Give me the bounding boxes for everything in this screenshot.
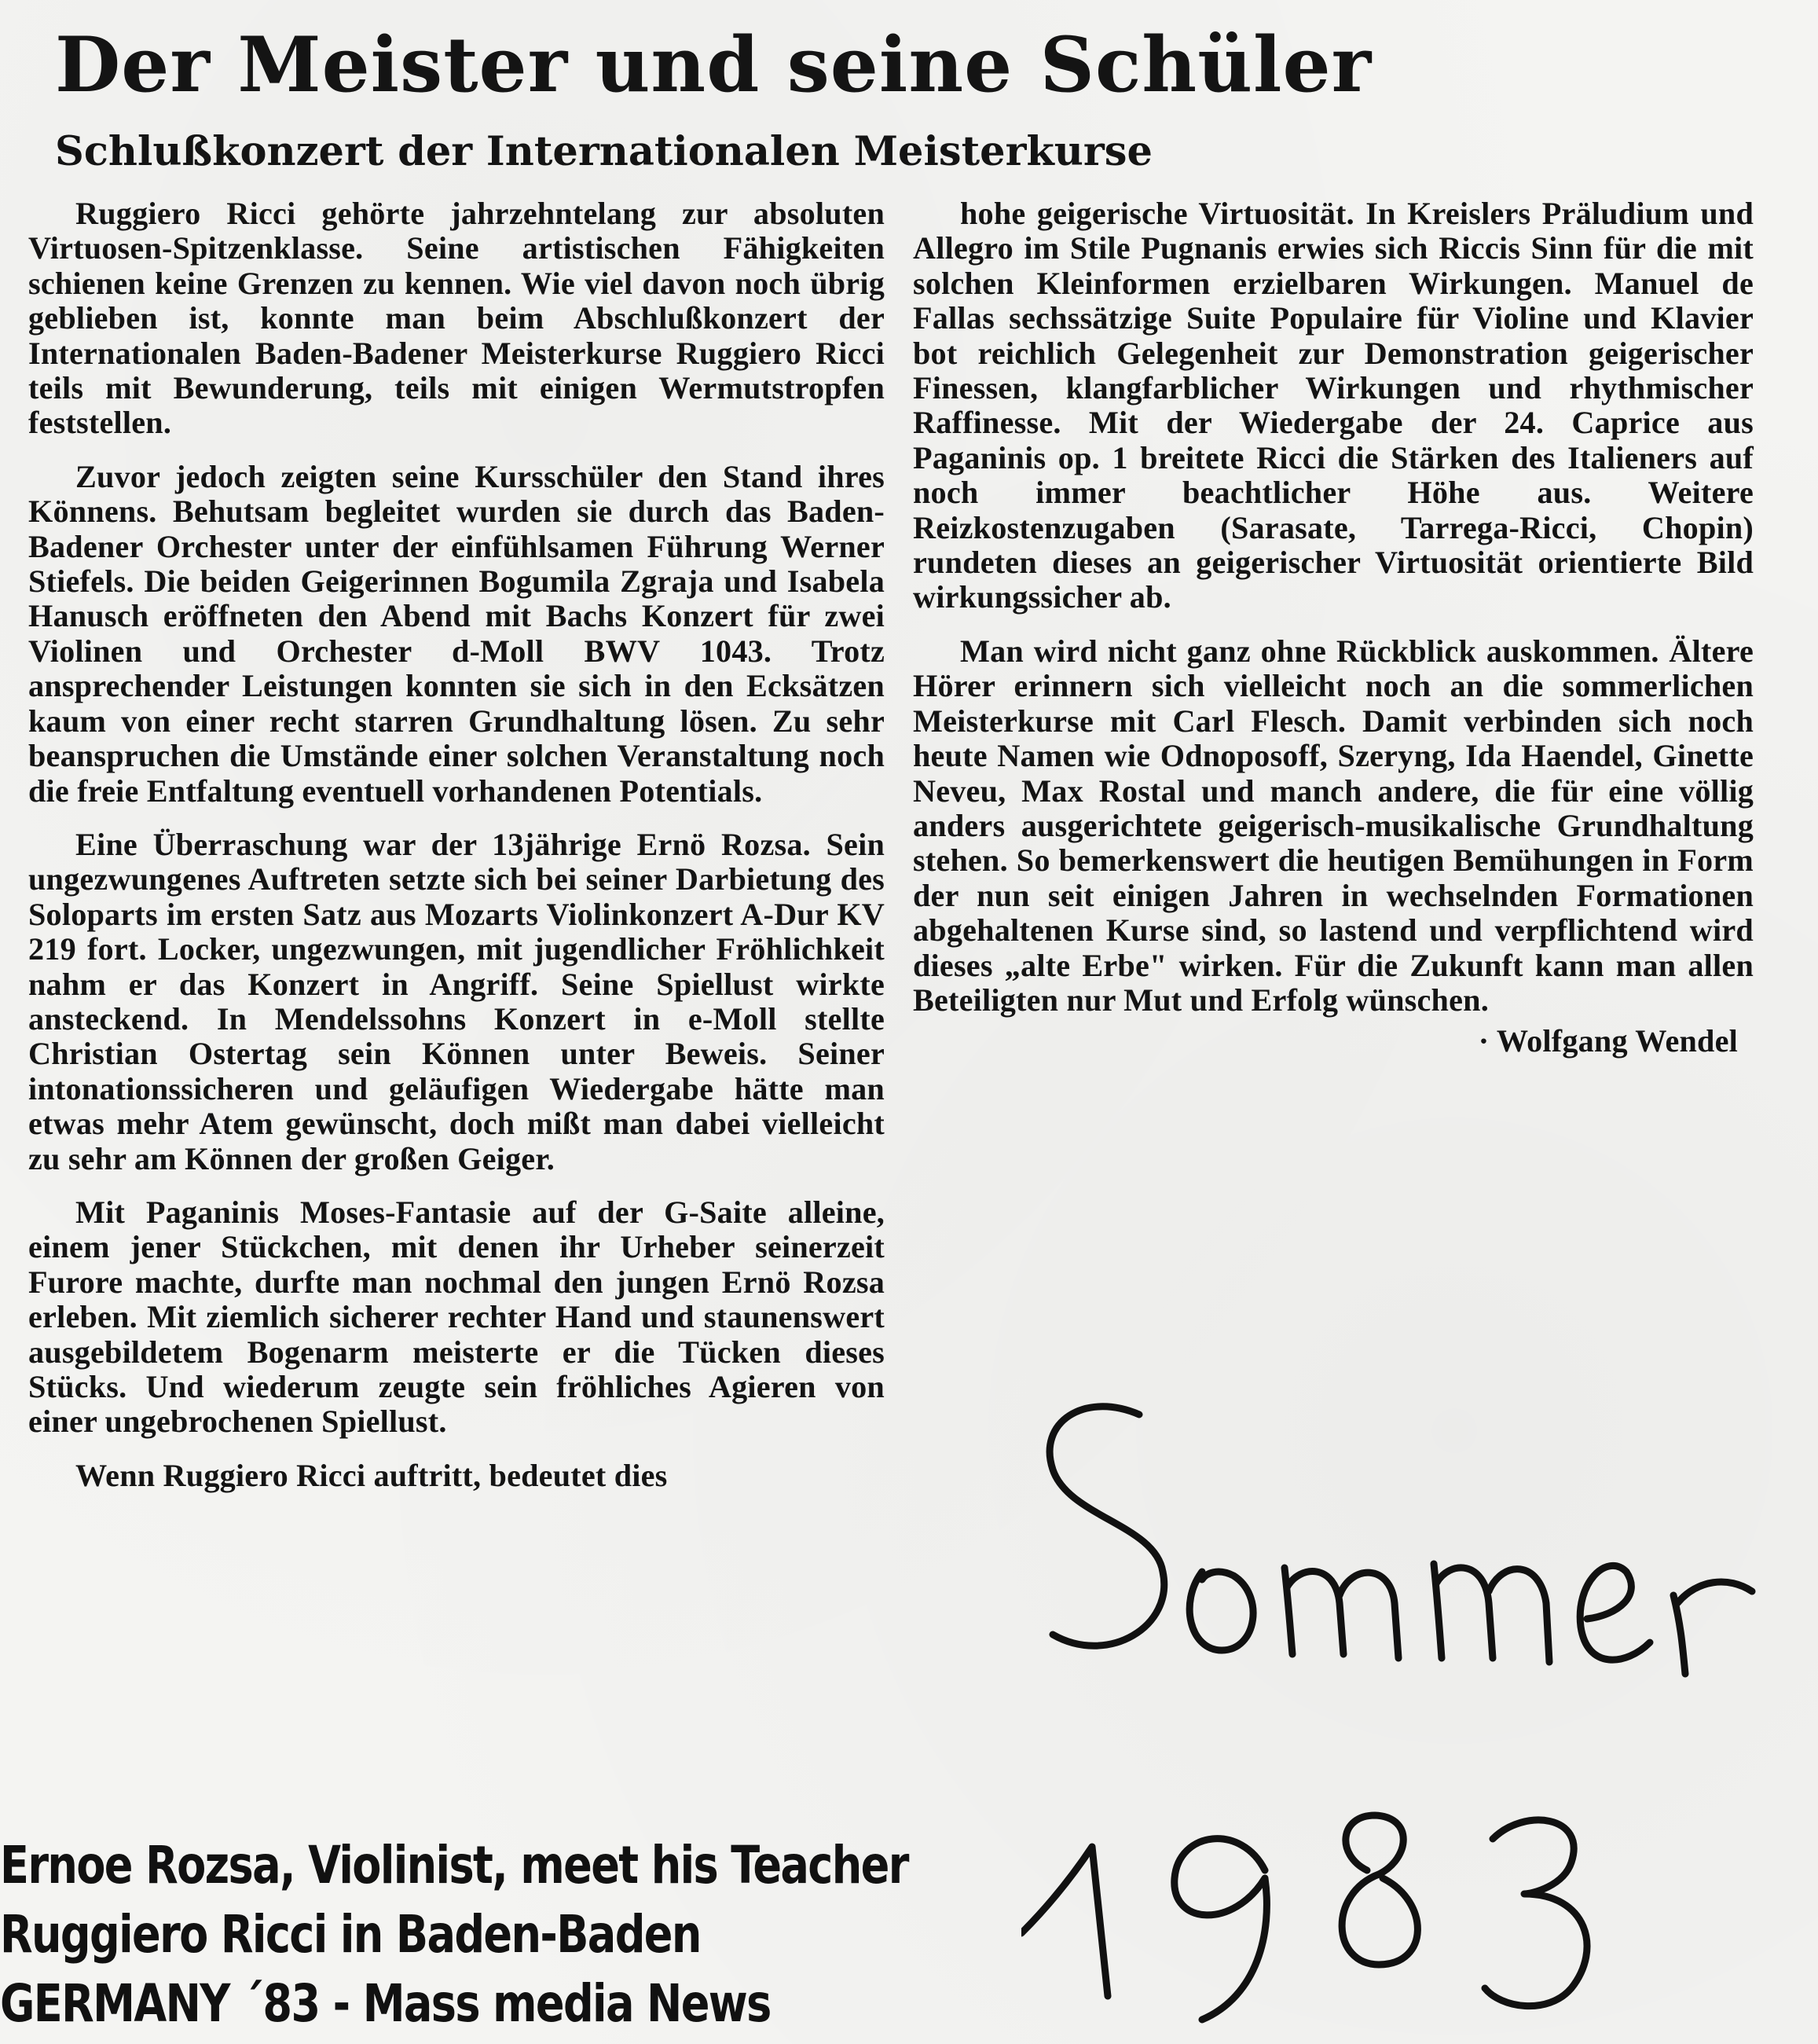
- paragraph: Ruggiero Ricci gehörte jahrzehntelang zur absoluten Virtuosen-Spitzenklasse. Seine artistischen Fähigkeiten schienen keine Grenzen zu kennen. Wie viel davon noch übrig geblieben ist, konnte man beim Abschlußkonzert der Internationalen Baden-Badener Meisterkurse Ruggiero Ricci teils mit Bewunderung, teils mit einigen Wermutstropfen feststellen.: [28, 196, 885, 441]
- headline: Der Meister und seine Schüler: [55, 20, 1373, 109]
- paragraph: hohe geigerische Virtuosität. In Kreislers Präludium und Allegro im Stile Pugnanis erwies sich Riccis Sinn für die mit solchen Kleinformen erzielbaren Wirkungen. Manuel de Fallas sechssätzige Suite Populaire für Violine und Klavier bot reichlich Gelegenheit zur Demonstration geigerischer Finessen, klangfarblicher Wirkungen und rhythmischer Raffinesse. Mit der Wiedergabe der 24. Caprice aus Paganinis op. 1 breitete Ricci die Stärken des Italieners auf noch immer beachtlicher Höhe aus. Weitere Reizkostenzugaben (Sarasate, Tarrega-Ricci, Chopin) rundeten dieses an geigerischer Virtuosität orientierte Bild wirkungssicher ab.: [913, 196, 1754, 615]
- caption-line-3: GERMANY ´83 - Mass media News: [0, 1973, 771, 2034]
- handwritten-note: [1021, 1367, 1807, 2043]
- handwritten-word-sommer: [1050, 1407, 1752, 1674]
- paragraph: Wenn Ruggiero Ricci auftritt, bedeutet dies: [75, 1457, 668, 1493]
- paragraph: Man wird nicht ganz ohne Rückblick auskommen. Ältere Hörer erinnern sich vielleicht noch an die sommerlichen Meisterkurse mit Carl Flesch. Damit verbinden sich noch heute Namen wie Odnoposoff, Szeryng, Ida Haendel, Ginette Neveu, Max Rostal und manch andere, die für eine völlig anders ausgerichtete geigerisch-musikalische Grundhaltung stehen. So bemerkenswert die heutigen Bemühungen in Form der nun seit einigen Jahren in wechselnden Formationen abgehaltenen Kurse sind, so lastend und verpflichtend wird dieses „alte Erbe" wirken. Für die Zukunft kann man allen Beteiligten nur Mut und Erfolg wünschen.: [913, 633, 1754, 1018]
- subheadline: Schlußkonzert der Internationalen Meisterkurse: [55, 128, 1153, 175]
- byline-author: Wolfgang Wendel: [1496, 1023, 1738, 1059]
- handwritten-year-1983: [1021, 1815, 1587, 2020]
- caption-line-2: Ruggiero Ricci in Baden-Baden: [0, 1904, 701, 1965]
- paragraph: Mit Paganinis Moses-Fantasie auf der G-Saite alleine, einem jener Stückchen, mit denen ihr Urheber seinerzeit Furore machte, durfte man nochmal den jungen Ernö Rozsa erleben. Mit ziemlich sicherer rechter Hand und staunenswert ausgebildetem Bogenarm meisterte er die Tücken dieses Stücks. Und wiederum zeugte sein fröhliches Agieren von einer ungebrochenen Spiellust.: [28, 1194, 885, 1440]
- paragraph: Eine Überraschung war der 13jährige Ernö Rozsa. Sein ungezwungenes Auftreten setzte sich bei seiner Darbietung des Soloparts im ersten Satz aus Mozarts Violinkonzert A-Dur KV 219 fort. Locker, ungezwungen, mit jugendlicher Fröhlichkeit nahm er das Konzert in Angriff. Seine Spiellust wirkte ansteckend. In Mendelssohns Konzert in e-Moll stellte Christian Ostertag sein Können unter Beweis. Seiner intonationssicheren und geläufigen Wiedergabe hätte man etwas mehr Atem gewünscht, doch mißt man dabei vielleicht zu sehr am Können der großen Geiger.: [28, 826, 885, 1176]
- article-column-left: [28, 196, 885, 1493]
- caption: [0, 1831, 1084, 2038]
- caption-line-1: Ernoe Rozsa, Violinist, meet his Teacher: [0, 1835, 908, 1895]
- article-column-right: [913, 196, 1754, 1059]
- byline: · Wolfgang Wendel: [1478, 1023, 1738, 1059]
- paragraph: Zuvor jedoch zeigten seine Kursschüler den Stand ihres Könnens. Behutsam begleitet wurden sie durch das Baden-Badener Orchester unter der einfühlsamen Führung Werner Stiefels. Die beiden Geigerinnen Bogumila Zgraja und Isabela Hanusch eröffneten den Abend mit Bachs Konzert für zwei Violinen und Orchester d-Moll BWV 1043. Trotz ansprechender Leistungen konnten sie sich in den Ecksätzen kaum von einer recht starren Grundhaltung lösen. Zu sehr beanspruchen die Umstände einer solchen Veranstaltung noch die freie Entfaltung eventuell vorhandenen Potentials.: [28, 458, 885, 809]
- handwritten-year-text: [0, 0, 1, 1]
- handwritten-word-text: [0, 0, 1, 1]
